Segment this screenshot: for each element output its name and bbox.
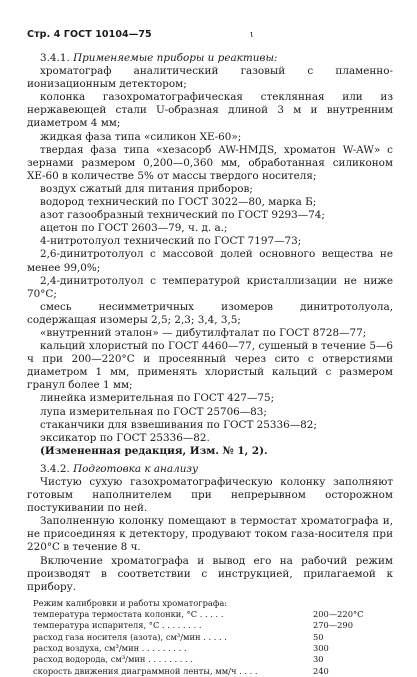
list-item: эксикатор по ГОСТ 25336—82. <box>40 431 210 444</box>
row-value: 30 <box>313 654 324 665</box>
row-value: 270—290 <box>313 620 353 631</box>
row-value: 200—220°С <box>313 609 364 620</box>
list-item: линейка измерительная по ГОСТ 427—75; <box>40 392 275 405</box>
table-row <box>33 632 393 643</box>
list-item: твердая фаза типа «хезасорб AW-HMДS, хроматон W-AW» с зернами размером 0,200—0,360 мм, обработанная силиконом ХЕ-60 в количестве 5% от массы твердого носителя; <box>27 143 393 182</box>
list-item: ацетон по ГОСТ 2603—79, ч. д. а.; <box>40 222 228 235</box>
list-item: 2,6-динитротолуол с массовой долей основного вещества не менее 99,0%; <box>27 248 393 274</box>
row-value: 300 <box>313 643 329 654</box>
table-row <box>33 654 393 665</box>
document-body <box>27 52 393 677</box>
table-title: Режим калибровки и работы хроматографа: <box>33 597 228 608</box>
calibration-table <box>33 598 393 677</box>
table-row <box>33 666 393 677</box>
row-value: 240 <box>313 665 329 676</box>
row-label: расход газа носителя (азота), см³/мин . . . . . <box>33 631 227 642</box>
section-title: Подготовка к анализу <box>73 462 199 475</box>
table-row <box>33 620 393 631</box>
amendment-note: (Измененная редакция, Изм. № 1, 2). <box>40 444 268 457</box>
section-heading-3-4-2 <box>27 463 393 476</box>
list-item: смесь несимметричных изомеров динитротолуола, содержащая изомеры 2,5; 2,3; 3,4, 3,5; <box>27 300 393 326</box>
section-number: 3.4.1. <box>40 52 70 64</box>
list-item: жидкая фаза типа «силикон ХЕ-60»; <box>40 130 242 143</box>
list-item: хроматограф аналитический газовый с пламенно-ионизационным детектором; <box>27 65 393 91</box>
list-item: 4-нитротолуол технический по ГОСТ 7197—73; <box>40 235 302 248</box>
row-label: расход водорода, см³/мин . . . . . . . . . <box>33 654 193 665</box>
list-item: «внутренний эталон» — дибутилфталат по ГОСТ 8728—77; <box>40 326 367 339</box>
list-item: стаканчики для взвешивания по ГОСТ 25336—82; <box>40 418 317 431</box>
table-row <box>33 643 393 654</box>
list-item: лупа измерительная по ГОСТ 25706—83; <box>40 405 267 418</box>
row-label: температура термостата колонки, °С . . . . . <box>33 609 224 620</box>
paragraph: Чистую сухую газохроматографическую колонку заполняют готовым наполнителем при непрерывном осторожном постукивании по ней. <box>27 476 393 515</box>
section-heading-3-4-1 <box>27 52 393 65</box>
page-mark: ι <box>250 30 254 40</box>
list-item: кальций хлористый по ГОСТ 4460—77, сушеный в течение 5—6 ч при 200—220°С и просеянный через сито с отверстиями диаметром 1 мм, применять хлористый кальций с размером гранул более 1 мм; <box>27 340 393 392</box>
list-item: водород технический по ГОСТ 3022—80, марка Б; <box>40 196 317 209</box>
list-item: колонка газохроматографическая стеклянная или из нержавеющей стали U-образная длиной 3 м и внутренним диаметром 4 мм; <box>27 91 393 130</box>
page-header: Стр. 4 ГОСТ 10104—75 <box>27 29 152 40</box>
row-label: скорость движения диаграммной ленты, мм/ч . . . . <box>33 665 258 676</box>
section-title: Применяемые приборы и реактивы: <box>73 52 278 64</box>
list-item: воздух сжатый для питания приборов; <box>40 182 253 195</box>
table-row <box>33 609 393 620</box>
row-label: температура испарителя, °С . . . . . . . . <box>33 620 202 631</box>
list-item: 2,4-динитротолуол с температурой кристаллизации не ниже 70°С; <box>27 274 393 300</box>
row-label: расход воздуха, см³/мин . . . . . . . . . <box>33 643 187 654</box>
section-number: 3.4.2. <box>40 462 70 475</box>
list-item: азот газообразный технический по ГОСТ 9293—74; <box>40 209 325 222</box>
row-value: 50 <box>313 631 324 642</box>
paragraph: Заполненную колонку помещают в термостат хроматографа и, не присоединяя к детектору, продувают током газа-носителя при 220°С в течение 8 ч. <box>27 515 393 554</box>
paragraph: Включение хроматографа и вывод его на рабочий режим производят в соответствии с инструкцией, прилагаемой к прибору. <box>27 554 393 593</box>
